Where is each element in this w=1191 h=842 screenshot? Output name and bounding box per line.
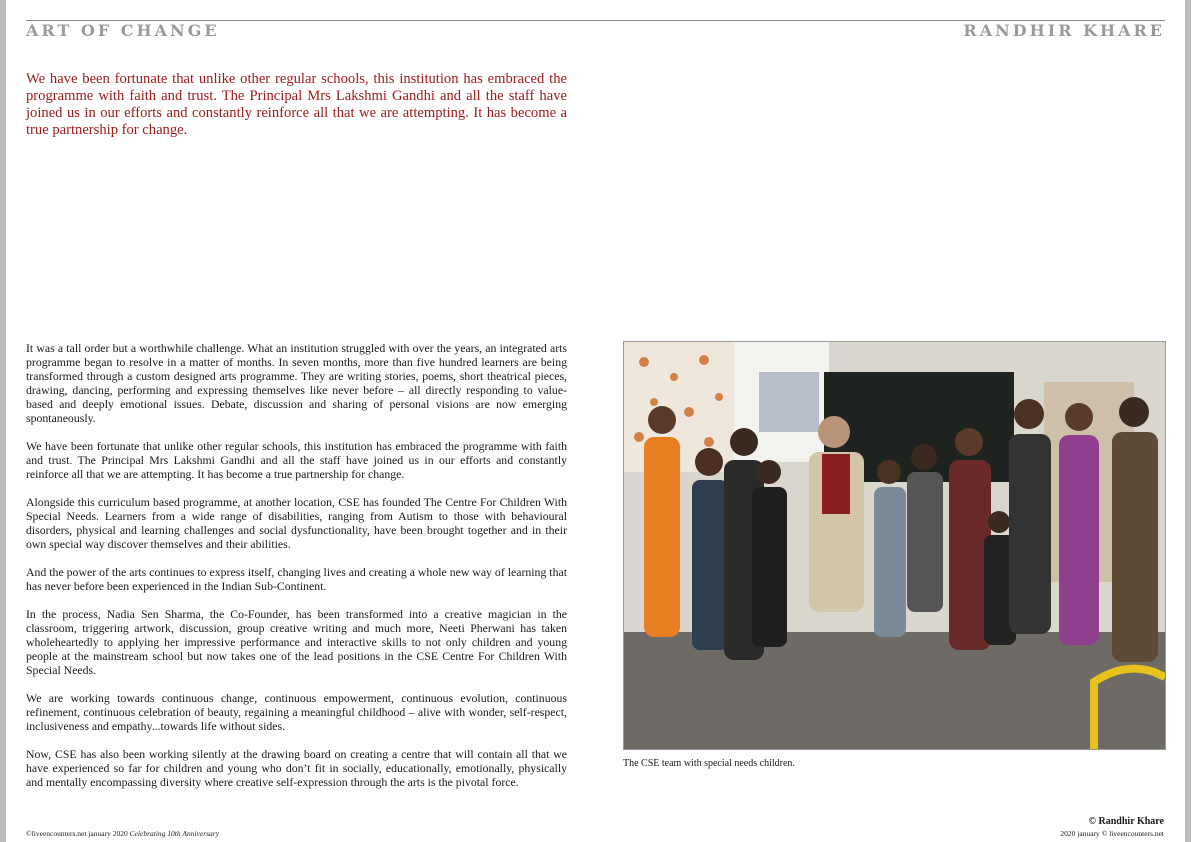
paragraph: Now, CSE has also been working silently at the drawing board on creating a centre that will contain all that we have experienced so far for children and young who don’t fit in socially, educationally, emotionally, physically and mentally encompassing diversity where creative self-expression through the arts is the pivotal force. <box>26 747 567 789</box>
footer-anniversary: Celebrating 10th Anniversary <box>129 829 220 838</box>
photo-credit: © Randhir Khare <box>1088 816 1164 827</box>
paragraph: We are working towards continuous change, continuous empowerment, continuous evolution, continuous refinement, continuous celebration of beauty, regaining a meaningful childhood – alive with wonder, self-respect, inclusiveness and empathy...towards life without sides. <box>26 691 567 733</box>
author-name: RANDHIR KHARE <box>963 21 1165 40</box>
paragraph: Alongside this curriculum based programme, at another location, CSE has founded The Centre For Children With Special Needs. Learners from a wide range of disabilities, ranging from Autism to those with behavioural disorders, physical and learning challenges and social dysfunctionality, have been brought together and in their own special way discover themselves and their abilities. <box>26 495 567 551</box>
group-photo <box>623 341 1166 750</box>
page-edge-left <box>0 0 6 842</box>
footer-left <box>26 829 219 838</box>
page-edge-right <box>1185 0 1191 842</box>
pull-quote: We have been fortunate that unlike other regular schools, this institution has embraced the programme with faith and trust. The Principal Mrs Lakshmi Gandhi and all the staff have joined us in our efforts and constantly reinforce all that we are attempting. It has become a true partnership for change. <box>26 71 567 138</box>
article-body <box>26 341 567 803</box>
footer-right: 2020 january © liveencounters.net <box>1060 829 1164 838</box>
section-title: ART OF CHANGE <box>26 21 220 40</box>
photo-caption: The CSE team with special needs children. <box>623 758 795 769</box>
footer-left-text: ©liveencounters.net january 2020 <box>26 829 128 838</box>
paragraph: We have been fortunate that unlike other regular schools, this institution has embraced the programme with faith and trust. The Principal Mrs Lakshmi Gandhi and all the staff have joined us in our efforts and constantly reinforce all that we are attempting. It has become a true partnership for change. <box>26 439 567 481</box>
paragraph: It was a tall order but a worthwhile challenge. What an institution struggled with over the years, an integrated arts programme began to resolve in a matter of months. In seven months, more than five hundred learners are being transformed through a custom designed arts programme. They are writing stories, poems, short theatrical pieces, drawing, dancing, performing and expressing themselves like never before – all directly responding to value-based and deeply emotional issues. Debate, discussion and sharing of personal visions are now emerging spontaneously. <box>26 341 567 425</box>
paragraph: In the process, Nadia Sen Sharma, the Co-Founder, has been transformed into a creative magician in the classroom, triggering artwork, discussion, group creative writing and much more, Neeti Pherwani has taken wholeheartedly to applying her impressive performance and interactive skills to not only children and young people at the mainstream school but now takes one of the lead positions in the CSE Centre For Children With Special Needs. <box>26 607 567 677</box>
paragraph: And the power of the arts continues to express itself, changing lives and creating a whole new way of learning that has never before been experienced in the Indian Sub-Continent. <box>26 565 567 593</box>
